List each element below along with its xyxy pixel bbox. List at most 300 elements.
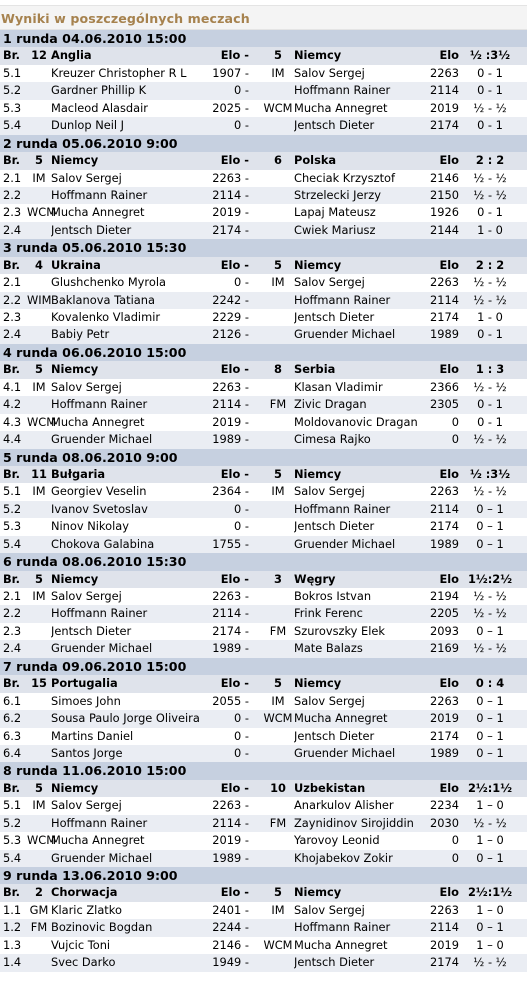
team2-name: Niemcy bbox=[294, 885, 342, 900]
team-row bbox=[0, 152, 527, 169]
team2-number: 3 bbox=[274, 571, 282, 586]
round-header: 6 runda 08.06.2010 15:30 bbox=[0, 553, 527, 570]
player2-elo: 0 bbox=[451, 414, 459, 429]
board-number: 5.1 bbox=[3, 798, 22, 813]
player2-name: Mate Balazs bbox=[294, 641, 363, 656]
board-number: 5.4 bbox=[3, 118, 22, 133]
player2-name: Anarkulov Alisher bbox=[294, 798, 394, 813]
player2-name: Salov Sergej bbox=[294, 902, 365, 917]
team1-name: Niemcy bbox=[51, 571, 99, 586]
player2-elo: 2114 bbox=[430, 83, 459, 98]
rounds-table bbox=[0, 30, 527, 972]
player2-elo: 2205 bbox=[430, 606, 459, 621]
board-number: 5.2 bbox=[3, 815, 22, 830]
player1-elo: 1989 - bbox=[212, 850, 249, 865]
game-result: 1 – 0 bbox=[476, 798, 504, 813]
match-result: 2 : 2 bbox=[475, 257, 505, 272]
team-row bbox=[0, 571, 527, 588]
player1-name: Vujcic Toni bbox=[51, 937, 111, 952]
player1-name: Ninov Nikolay bbox=[51, 519, 129, 534]
game-result: 0 – 1 bbox=[476, 850, 504, 865]
player1-title: IM bbox=[32, 379, 46, 394]
board-number: 6.3 bbox=[3, 728, 22, 743]
board-number: 5.3 bbox=[3, 519, 22, 534]
board-number: 5.1 bbox=[3, 484, 22, 499]
player2-title: IM bbox=[271, 693, 285, 708]
team1-elo-label: Elo - bbox=[220, 257, 249, 272]
player2-name: Jentsch Dieter bbox=[294, 310, 375, 324]
player1-name: Sousa Paulo Jorge Oliveira bbox=[51, 711, 200, 726]
player2-elo: 2019 bbox=[430, 937, 459, 952]
team2-elo-label: Elo bbox=[439, 466, 459, 481]
player1-elo: 2242 - bbox=[212, 292, 249, 307]
round-header: 5 runda 08.06.2010 9:00 bbox=[0, 449, 527, 466]
team1-elo-label: Elo - bbox=[220, 780, 249, 795]
board-label: Br. bbox=[3, 571, 21, 586]
player2-name: Zivic Dragan bbox=[294, 397, 367, 412]
player1-name: Klaric Zlatko bbox=[51, 902, 122, 917]
team-row bbox=[0, 884, 527, 901]
player1-name: Baklanova Tatiana bbox=[51, 292, 155, 307]
player1-elo: 0 - bbox=[234, 275, 249, 290]
team2-number: 5 bbox=[274, 885, 282, 900]
player1-elo: 1755 - bbox=[212, 536, 249, 551]
player2-elo: 1989 bbox=[430, 745, 459, 760]
game-result: 1 - 0 bbox=[477, 222, 503, 237]
player1-name: Chokova Galabina bbox=[51, 536, 155, 551]
player1-elo: 2263 - bbox=[212, 798, 249, 813]
team1-number: 5 bbox=[35, 571, 43, 586]
player2-title: IM bbox=[271, 65, 285, 80]
team1-number: 12 bbox=[31, 48, 47, 63]
team1-elo-label: Elo - bbox=[220, 466, 249, 481]
player1-title: IM bbox=[32, 589, 46, 603]
board-label: Br. bbox=[3, 362, 21, 377]
player2-name: Zaynidinov Sirojiddin bbox=[294, 815, 414, 830]
player1-name: Gruender Michael bbox=[51, 432, 153, 447]
team2-elo-label: Elo bbox=[439, 257, 459, 272]
round-header: 8 runda 11.06.2010 15:00 bbox=[0, 762, 527, 779]
round-header: 4 runda 06.06.2010 15:00 bbox=[0, 344, 527, 361]
table-row bbox=[0, 640, 527, 657]
player2-name: Hoffmann Rainer bbox=[294, 920, 391, 935]
board-number: 2.1 bbox=[3, 170, 22, 185]
team-row bbox=[0, 47, 527, 64]
team1-elo-label: Elo - bbox=[220, 571, 249, 586]
game-result: ½ - ½ bbox=[473, 275, 507, 290]
team1-number: 5 bbox=[35, 362, 43, 377]
table-row bbox=[0, 588, 527, 605]
board-number: 6.4 bbox=[3, 745, 22, 760]
player1-elo: 2114 - bbox=[212, 815, 249, 830]
match-result: 1½:2½ bbox=[468, 571, 512, 586]
player1-title: IM bbox=[32, 484, 46, 499]
player2-name: Salov Sergej bbox=[294, 65, 365, 80]
table-row bbox=[0, 518, 527, 535]
player1-elo: 2114 - bbox=[212, 606, 249, 621]
match-result: 0 : 4 bbox=[475, 676, 505, 691]
player2-elo: 2174 bbox=[430, 310, 459, 324]
table-row bbox=[0, 693, 527, 710]
team1-elo-label: Elo - bbox=[220, 676, 249, 691]
match-result: 1 : 3 bbox=[475, 362, 505, 377]
board-number: 5.4 bbox=[3, 536, 22, 551]
board-number: 1.2 bbox=[3, 920, 22, 935]
team1-name: Ukraina bbox=[51, 257, 101, 272]
team1-elo-label: Elo - bbox=[220, 885, 249, 900]
table-row bbox=[0, 274, 527, 291]
team2-elo-label: Elo bbox=[439, 780, 459, 795]
player2-elo: 2174 bbox=[430, 955, 459, 970]
team2-elo-label: Elo bbox=[439, 571, 459, 586]
player1-elo: 2114 - bbox=[212, 397, 249, 412]
table-row bbox=[0, 797, 527, 814]
player2-elo: 2174 bbox=[430, 118, 459, 133]
board-label: Br. bbox=[3, 676, 21, 691]
board-number: 2.4 bbox=[3, 222, 22, 237]
player1-elo: 0 - bbox=[234, 745, 249, 760]
team2-elo-label: Elo bbox=[439, 885, 459, 900]
game-result: ½ - ½ bbox=[473, 170, 507, 185]
board-number: 2.1 bbox=[3, 275, 22, 290]
player1-name: Gruender Michael bbox=[51, 641, 153, 656]
team1-name: Bułgaria bbox=[51, 466, 106, 481]
board-number: 2.3 bbox=[3, 205, 22, 220]
player2-elo: 1989 bbox=[430, 536, 459, 551]
player2-elo: 2093 bbox=[430, 623, 459, 638]
player1-title: FM bbox=[30, 920, 48, 935]
game-result: 1 – 0 bbox=[476, 937, 504, 952]
player1-elo: 2263 - bbox=[212, 170, 249, 185]
game-result: 0 - 1 bbox=[477, 65, 503, 80]
player1-elo: 1989 - bbox=[212, 641, 249, 656]
player2-name: Salov Sergej bbox=[294, 693, 365, 708]
table-row bbox=[0, 605, 527, 622]
player1-name: Mucha Annegret bbox=[51, 205, 145, 220]
player1-name: Ivanov Svetoslav bbox=[51, 501, 148, 516]
player2-title: FM bbox=[269, 623, 287, 638]
player2-name: Jentsch Dieter bbox=[294, 955, 375, 970]
game-result: ½ - ½ bbox=[473, 292, 507, 307]
player2-elo: 2366 bbox=[430, 379, 459, 394]
game-result: 0 - 1 bbox=[477, 397, 503, 412]
team2-name: Uzbekistan bbox=[294, 780, 366, 795]
player1-name: Jentsch Dieter bbox=[51, 222, 132, 237]
team2-name: Serbia bbox=[294, 362, 336, 377]
board-number: 6.2 bbox=[3, 711, 22, 726]
team2-number: 5 bbox=[274, 466, 282, 481]
team1-number: 4 bbox=[35, 257, 43, 272]
table-row bbox=[0, 710, 527, 727]
table-row bbox=[0, 937, 527, 954]
player2-elo: 1989 bbox=[430, 327, 459, 342]
player1-name: Dunlop Neil J bbox=[51, 118, 125, 133]
table-row bbox=[0, 832, 527, 849]
table-row bbox=[0, 170, 527, 187]
game-result: 0 - 1 bbox=[477, 83, 503, 98]
player2-elo: 2150 bbox=[430, 187, 459, 202]
player2-name: Salov Sergej bbox=[294, 484, 365, 499]
match-result: ½ :3½ bbox=[469, 466, 511, 481]
player2-elo: 2114 bbox=[430, 920, 459, 935]
player1-name: Gruender Michael bbox=[51, 850, 153, 865]
table-row bbox=[0, 117, 527, 134]
player2-title: IM bbox=[271, 484, 285, 499]
player1-name: Georgiev Veselin bbox=[51, 484, 147, 499]
player2-name: Gruender Michael bbox=[294, 536, 396, 551]
player2-title: IM bbox=[271, 275, 285, 290]
team1-elo-label: Elo - bbox=[220, 48, 249, 63]
table-row bbox=[0, 919, 527, 936]
player2-name: Bokros Istvan bbox=[294, 589, 372, 603]
player2-name: Yarovoy Leonid bbox=[294, 833, 380, 848]
game-result: ½ - ½ bbox=[473, 187, 507, 202]
team-row bbox=[0, 466, 527, 483]
game-result: 0 – 1 bbox=[476, 711, 504, 726]
player1-name: Svec Darko bbox=[51, 955, 116, 970]
team1-elo-label: Elo - bbox=[220, 153, 249, 168]
round-header: 3 runda 05.06.2010 15:30 bbox=[0, 239, 527, 256]
player1-name: Martins Daniel bbox=[51, 728, 134, 743]
player1-elo: 2174 - bbox=[212, 222, 249, 237]
player2-elo: 2263 bbox=[430, 65, 459, 80]
table-row bbox=[0, 483, 527, 500]
board-number: 5.3 bbox=[3, 100, 22, 115]
player2-name: Gruender Michael bbox=[294, 745, 396, 760]
board-number: 2.2 bbox=[3, 187, 22, 202]
table-row bbox=[0, 954, 527, 971]
player1-name: Jentsch Dieter bbox=[51, 623, 132, 638]
team1-number: 15 bbox=[31, 676, 47, 691]
team-row bbox=[0, 780, 527, 797]
player2-elo: 2146 bbox=[430, 170, 459, 185]
game-result: 0 - 1 bbox=[477, 327, 503, 342]
player1-elo: 2244 - bbox=[212, 920, 249, 935]
player2-elo: 1926 bbox=[430, 205, 459, 220]
team2-number: 5 bbox=[274, 676, 282, 691]
game-result: 0 – 1 bbox=[476, 745, 504, 760]
team1-name: Niemcy bbox=[51, 362, 99, 377]
game-result: 0 – 1 bbox=[476, 728, 504, 743]
game-result: ½ - ½ bbox=[473, 432, 507, 447]
team2-number: 6 bbox=[274, 153, 282, 168]
team1-name: Anglia bbox=[51, 48, 92, 63]
match-result: 2 : 2 bbox=[475, 153, 505, 168]
table-row bbox=[0, 850, 527, 867]
team1-number: 5 bbox=[35, 153, 43, 168]
player1-title: WCM bbox=[27, 414, 57, 429]
team2-number: 10 bbox=[270, 780, 286, 795]
player1-elo: 2025 - bbox=[212, 100, 249, 115]
board-number: 5.3 bbox=[3, 833, 22, 848]
player2-title: WCM bbox=[263, 937, 293, 952]
player1-name: Macleod Alasdair bbox=[51, 100, 148, 115]
player2-elo: 2169 bbox=[430, 641, 459, 656]
board-number: 6.1 bbox=[3, 693, 22, 708]
player2-name: Klasan Vladimir bbox=[294, 379, 383, 394]
player2-name: Hoffmann Rainer bbox=[294, 83, 391, 98]
player2-elo: 2019 bbox=[430, 711, 459, 726]
player2-title: FM bbox=[269, 397, 287, 412]
table-row bbox=[0, 187, 527, 204]
player2-name: Cimesa Rajko bbox=[294, 432, 371, 447]
player1-name: Mucha Annegret bbox=[51, 833, 145, 848]
team2-elo-label: Elo bbox=[439, 676, 459, 691]
player2-title: FM bbox=[269, 815, 287, 830]
player1-elo: 1949 - bbox=[212, 955, 249, 970]
team2-elo-label: Elo bbox=[439, 153, 459, 168]
table-row bbox=[0, 728, 527, 745]
round-header: 1 runda 04.06.2010 15:00 bbox=[0, 30, 527, 47]
game-result: ½ - ½ bbox=[473, 606, 507, 621]
player1-title: IM bbox=[32, 798, 46, 813]
player2-name: Lapaj Mateusz bbox=[294, 205, 376, 220]
team1-name: Niemcy bbox=[51, 153, 99, 168]
table-row bbox=[0, 65, 527, 82]
player1-elo: 2174 - bbox=[212, 623, 249, 638]
player2-elo: 0 bbox=[451, 432, 459, 447]
player1-elo: 2263 - bbox=[212, 379, 249, 394]
player1-elo: 0 - bbox=[234, 118, 249, 133]
board-number: 2.2 bbox=[3, 292, 22, 307]
match-result: 2½:1½ bbox=[468, 885, 512, 900]
board-number: 5.1 bbox=[3, 65, 22, 80]
player2-elo: 2194 bbox=[430, 589, 459, 603]
player2-name: Jentsch Dieter bbox=[294, 519, 375, 534]
board-number: 1.4 bbox=[3, 955, 22, 970]
player2-elo: 2114 bbox=[430, 501, 459, 516]
game-result: ½ - ½ bbox=[473, 589, 507, 603]
player1-elo: 0 - bbox=[234, 83, 249, 98]
table-row bbox=[0, 379, 527, 396]
player1-name: Hoffmann Rainer bbox=[51, 815, 148, 830]
game-result: ½ - ½ bbox=[473, 379, 507, 394]
player2-elo: 2263 bbox=[430, 693, 459, 708]
team2-number: 8 bbox=[274, 362, 282, 377]
player1-name: Simoes John bbox=[51, 693, 121, 708]
player1-name: Kreuzer Christopher R L bbox=[51, 65, 187, 80]
team1-name: Niemcy bbox=[51, 780, 99, 795]
player1-elo: 1989 - bbox=[212, 432, 249, 447]
player2-elo: 2174 bbox=[430, 728, 459, 743]
team2-name: Niemcy bbox=[294, 48, 342, 63]
player2-elo: 2263 bbox=[430, 902, 459, 917]
player1-name: Salov Sergej bbox=[51, 798, 122, 813]
player2-elo: 2263 bbox=[430, 484, 459, 499]
team2-elo-label: Elo bbox=[439, 362, 459, 377]
game-result: 0 – 1 bbox=[476, 501, 504, 516]
player2-elo: 2019 bbox=[430, 100, 459, 115]
player1-title: WIM bbox=[27, 292, 52, 307]
game-result: ½ - ½ bbox=[473, 100, 507, 115]
player2-name: Khojabekov Zokir bbox=[294, 850, 393, 865]
player2-elo: 2144 bbox=[430, 222, 459, 237]
player1-elo: 2114 - bbox=[212, 187, 249, 202]
player1-elo: 0 - bbox=[234, 501, 249, 516]
board-number: 4.4 bbox=[3, 432, 22, 447]
game-result: ½ - ½ bbox=[473, 641, 507, 656]
player1-name: Hoffmann Rainer bbox=[51, 397, 148, 412]
team-row bbox=[0, 361, 527, 378]
table-row bbox=[0, 815, 527, 832]
player1-title: WCM bbox=[27, 205, 57, 220]
player2-name: Strzelecki Jerzy bbox=[294, 187, 381, 202]
player1-elo: 1907 - bbox=[212, 65, 249, 80]
player1-elo: 0 - bbox=[234, 728, 249, 743]
team-row bbox=[0, 257, 527, 274]
player1-name: Salov Sergej bbox=[51, 170, 122, 185]
table-row bbox=[0, 414, 527, 431]
player1-name: Babiy Petr bbox=[51, 327, 110, 342]
player1-elo: 2146 - bbox=[212, 937, 249, 952]
game-result: 0 - 1 bbox=[477, 205, 503, 220]
player2-elo: 2263 bbox=[430, 275, 459, 290]
board-number: 5.2 bbox=[3, 83, 22, 98]
game-result: ½ - ½ bbox=[473, 955, 507, 970]
player2-elo: 2114 bbox=[430, 292, 459, 307]
team2-name: Niemcy bbox=[294, 466, 342, 481]
player2-name: Mucha Annegret bbox=[294, 100, 388, 115]
game-result: 0 – 1 bbox=[476, 920, 504, 935]
player2-elo: 2234 bbox=[430, 798, 459, 813]
player2-name: Szurovszky Elek bbox=[294, 623, 386, 638]
game-result: 1 – 0 bbox=[476, 902, 504, 917]
player1-title: GM bbox=[29, 902, 49, 917]
player1-name: Santos Jorge bbox=[51, 745, 123, 760]
board-number: 5.4 bbox=[3, 850, 22, 865]
game-result: ½ - ½ bbox=[473, 484, 507, 499]
player2-elo: 2174 bbox=[430, 519, 459, 534]
board-number: 1.1 bbox=[3, 902, 22, 917]
board-number: 2.1 bbox=[3, 589, 22, 603]
player1-name: Glushchenko Myrola bbox=[51, 275, 166, 290]
team-row bbox=[0, 675, 527, 692]
player1-elo: 2126 - bbox=[212, 327, 249, 342]
player2-name: Jentsch Dieter bbox=[294, 728, 375, 743]
player1-title: IM bbox=[32, 170, 46, 185]
team2-name: Polska bbox=[294, 153, 337, 168]
board-number: 2.2 bbox=[3, 606, 22, 621]
player2-name: Gruender Michael bbox=[294, 327, 396, 342]
player2-name: Jentsch Dieter bbox=[294, 118, 375, 133]
team2-name: Niemcy bbox=[294, 676, 342, 691]
player2-elo: 2305 bbox=[430, 397, 459, 412]
player2-name: Mucha Annegret bbox=[294, 711, 388, 726]
game-result: 0 – 1 bbox=[476, 623, 504, 638]
game-result: 1 – 0 bbox=[476, 833, 504, 848]
game-result: 0 – 1 bbox=[476, 536, 504, 551]
round-header: 9 runda 13.06.2010 9:00 bbox=[0, 867, 527, 884]
board-label: Br. bbox=[3, 153, 21, 168]
player1-elo: 2055 - bbox=[212, 693, 249, 708]
player1-title: WCM bbox=[27, 833, 57, 848]
table-row bbox=[0, 745, 527, 762]
player1-elo: 2364 - bbox=[212, 484, 249, 499]
table-row bbox=[0, 431, 527, 448]
board-label: Br. bbox=[3, 780, 21, 795]
team2-name: Węgry bbox=[294, 571, 336, 586]
player2-title: IM bbox=[271, 902, 285, 917]
player2-name: Checiak Krzysztof bbox=[294, 170, 396, 185]
team2-number: 5 bbox=[274, 257, 282, 272]
team2-name: Niemcy bbox=[294, 257, 342, 272]
board-label: Br. bbox=[3, 48, 21, 63]
player1-name: Hoffmann Rainer bbox=[51, 187, 148, 202]
table-row bbox=[0, 326, 527, 343]
team1-number: 5 bbox=[35, 780, 43, 795]
game-result: ½ - ½ bbox=[473, 815, 507, 830]
player2-name: Moldovanovic Dragan bbox=[294, 414, 418, 429]
